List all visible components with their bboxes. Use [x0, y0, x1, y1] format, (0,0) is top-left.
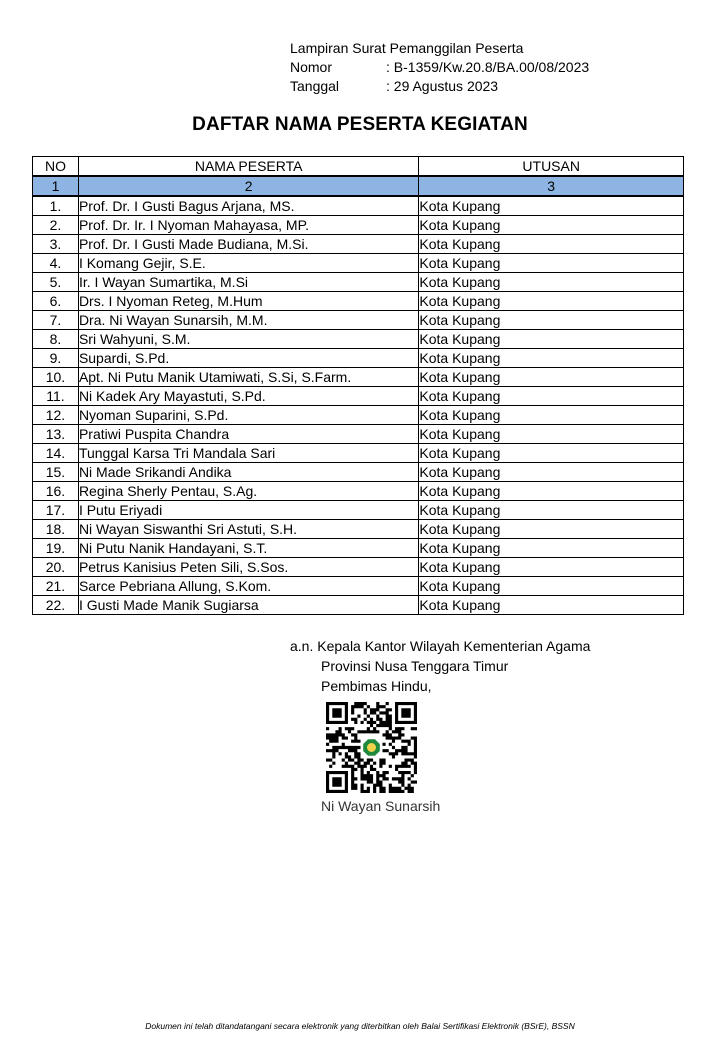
- table-row: [33, 444, 684, 463]
- participant-name: Sarce Pebriana Allung, S.Kom.: [78, 577, 418, 596]
- participant-name: Ir. I Wayan Sumartika, M.Si: [78, 273, 418, 292]
- row-number: 2.: [33, 216, 79, 235]
- row-number: 10.: [33, 368, 79, 387]
- header-name: NAMA PESERTA: [78, 157, 418, 177]
- table-row: [33, 482, 684, 501]
- participant-name: Ni Wayan Siswanthi Sri Astuti, S.H.: [78, 520, 418, 539]
- participant-name: Dra. Ni Wayan Sunarsih, M.M.: [78, 311, 418, 330]
- participant-utusan: Kota Kupang: [419, 501, 684, 520]
- tanggal-value: : 29 Agustus 2023: [386, 78, 499, 94]
- table-row: [33, 254, 684, 273]
- table-row: [33, 577, 684, 596]
- row-number: 5.: [33, 273, 79, 292]
- participant-name: I Komang Gejir, S.E.: [78, 254, 418, 273]
- participant-name: Supardi, S.Pd.: [78, 349, 418, 368]
- letter-header: [290, 39, 589, 96]
- electronic-signature-footer: Dokumen ini telah ditandatangani secara elektronik yang diterbitkan oleh Balai Sertifikasi Elektronik (BSrE), BSSN: [145, 1021, 575, 1031]
- row-number: 6.: [33, 292, 79, 311]
- tanggal-row: [290, 77, 589, 96]
- table-row: [33, 292, 684, 311]
- col-number-1: 1: [33, 176, 79, 196]
- participant-utusan: Kota Kupang: [419, 406, 684, 425]
- row-number: 18.: [33, 520, 79, 539]
- document-title: DAFTAR NAMA PESERTA KEGIATAN: [192, 114, 528, 135]
- table-row: [33, 596, 684, 615]
- participant-name: Petrus Kanisius Peten Sili, S.Sos.: [78, 558, 418, 577]
- table-row: [33, 273, 684, 292]
- nomor-value: : B-1359/Kw.20.8/BA.00/08/2023: [386, 59, 590, 75]
- participant-utusan: Kota Kupang: [419, 235, 684, 254]
- row-number: 13.: [33, 425, 79, 444]
- row-number: 22.: [33, 596, 79, 615]
- participant-utusan: Kota Kupang: [419, 482, 684, 501]
- participant-name: Ni Kadek Ary Mayastuti, S.Pd.: [78, 387, 418, 406]
- participant-utusan: Kota Kupang: [419, 463, 684, 482]
- participant-name: Regina Sherly Pentau, S.Ag.: [78, 482, 418, 501]
- table-row: [33, 235, 684, 254]
- participant-name: I Gusti Made Manik Sugiarsa: [78, 596, 418, 615]
- table-row: [33, 387, 684, 406]
- qr-code-icon: [326, 702, 417, 793]
- qr-code-signature: [326, 702, 417, 793]
- col-number-3: 3: [419, 176, 684, 196]
- participant-utusan: Kota Kupang: [419, 330, 684, 349]
- participant-name: Ni Putu Nanik Handayani, S.T.: [78, 539, 418, 558]
- row-number: 19.: [33, 539, 79, 558]
- participant-name: I Putu Eriyadi: [78, 501, 418, 520]
- row-number: 20.: [33, 558, 79, 577]
- table-header-row: [33, 157, 684, 177]
- signature-line-2: Provinsi Nusa Tenggara Timur: [321, 658, 509, 674]
- table-row: [33, 501, 684, 520]
- row-number: 11.: [33, 387, 79, 406]
- table-row: [33, 558, 684, 577]
- participant-name: Pratiwi Puspita Chandra: [78, 425, 418, 444]
- participant-name: Tunggal Karsa Tri Mandala Sari: [78, 444, 418, 463]
- row-number: 4.: [33, 254, 79, 273]
- participant-table: [32, 156, 684, 615]
- table-row: [33, 425, 684, 444]
- signer-name: Ni Wayan Sunarsih: [321, 798, 441, 814]
- row-number: 3.: [33, 235, 79, 254]
- row-number: 17.: [33, 501, 79, 520]
- participant-utusan: Kota Kupang: [419, 196, 684, 216]
- table-row: [33, 216, 684, 235]
- participant-utusan: Kota Kupang: [419, 216, 684, 235]
- table-row: [33, 349, 684, 368]
- nomor-label: Nomor: [290, 59, 333, 75]
- participant-utusan: Kota Kupang: [419, 368, 684, 387]
- signature-block: [290, 636, 590, 696]
- participant-utusan: Kota Kupang: [419, 596, 684, 615]
- table-row: [33, 330, 684, 349]
- table-row: [33, 539, 684, 558]
- row-number: 7.: [33, 311, 79, 330]
- participant-name: Nyoman Suparini, S.Pd.: [78, 406, 418, 425]
- participant-name: Drs. I Nyoman Reteg, M.Hum: [78, 292, 418, 311]
- participant-utusan: Kota Kupang: [419, 444, 684, 463]
- participant-name: Prof. Dr. I Gusti Made Budiana, M.Si.: [78, 235, 418, 254]
- column-number-row: [33, 176, 684, 196]
- table-row: [33, 368, 684, 387]
- participant-utusan: Kota Kupang: [419, 539, 684, 558]
- participant-utusan: Kota Kupang: [419, 520, 684, 539]
- participant-utusan: Kota Kupang: [419, 273, 684, 292]
- row-number: 9.: [33, 349, 79, 368]
- row-number: 16.: [33, 482, 79, 501]
- table-row: [33, 406, 684, 425]
- table-row: [33, 311, 684, 330]
- table-body: [33, 196, 684, 615]
- header-no: NO: [33, 157, 79, 177]
- row-number: 1.: [33, 196, 79, 216]
- participant-utusan: Kota Kupang: [419, 577, 684, 596]
- col-number-2: 2: [78, 176, 418, 196]
- nomor-row: [290, 58, 589, 77]
- attachment-line: Lampiran Surat Pemanggilan Peserta: [290, 40, 524, 56]
- participant-utusan: Kota Kupang: [419, 292, 684, 311]
- participant-name: Apt. Ni Putu Manik Utamiwati, S.Si, S.Farm.: [78, 368, 418, 387]
- participant-name: Sri Wahyuni, S.M.: [78, 330, 418, 349]
- participant-utusan: Kota Kupang: [419, 254, 684, 273]
- participant-utusan: Kota Kupang: [419, 425, 684, 444]
- participant-name: Ni Made Srikandi Andika: [78, 463, 418, 482]
- participant-utusan: Kota Kupang: [419, 311, 684, 330]
- table-row: [33, 196, 684, 216]
- signature-line-1: a.n. Kepala Kantor Wilayah Kementerian Agama: [290, 638, 591, 654]
- participant-name: Prof. Dr. Ir. I Nyoman Mahayasa, MP.: [78, 216, 418, 235]
- row-number: 12.: [33, 406, 79, 425]
- signature-line-3: Pembimas Hindu,: [321, 678, 432, 694]
- tanggal-label: Tanggal: [290, 78, 340, 94]
- row-number: 21.: [33, 577, 79, 596]
- table-row: [33, 463, 684, 482]
- row-number: 8.: [33, 330, 79, 349]
- header-utusan: UTUSAN: [419, 157, 684, 177]
- participant-utusan: Kota Kupang: [419, 558, 684, 577]
- participant-utusan: Kota Kupang: [419, 349, 684, 368]
- table-row: [33, 520, 684, 539]
- participant-name: Prof. Dr. I Gusti Bagus Arjana, MS.: [78, 196, 418, 216]
- row-number: 14.: [33, 444, 79, 463]
- participant-utusan: Kota Kupang: [419, 387, 684, 406]
- row-number: 15.: [33, 463, 79, 482]
